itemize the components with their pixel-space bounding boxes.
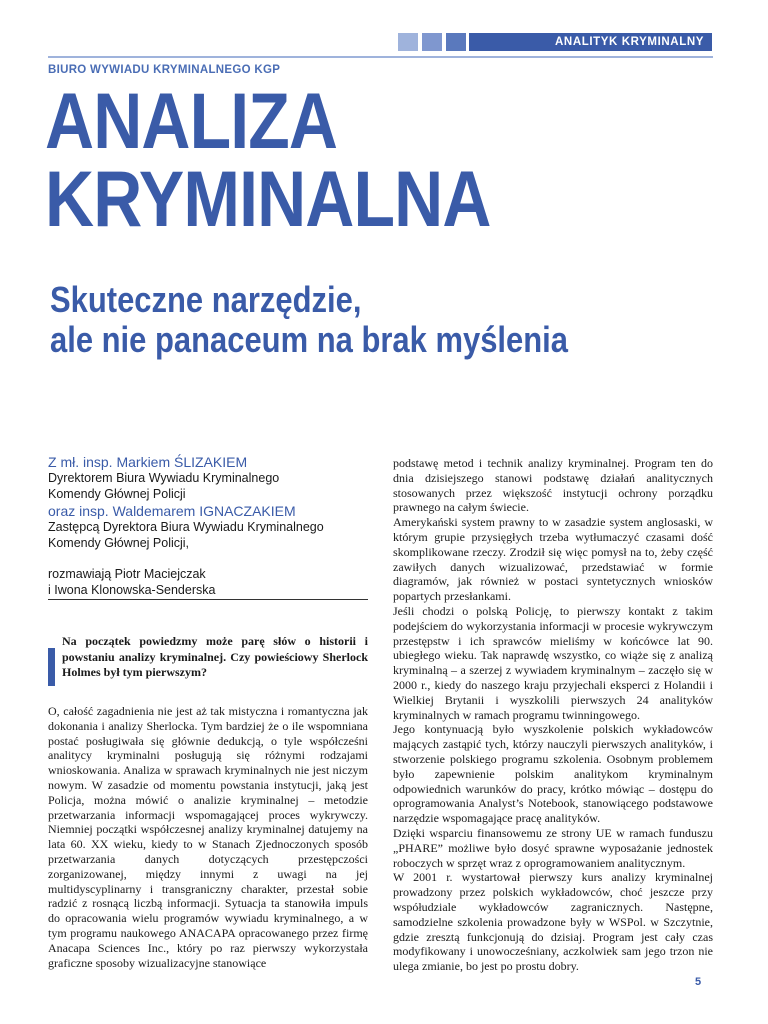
paragraph: podstawę metod i technik analizy kryminalnej. Program ten do dnia dzisiejszego stanowi podstawę działań analitycznych stosowanych przez większość instytucji ochrony porządku prawnego na całym świecie. bbox=[393, 456, 713, 515]
paragraph: W 2001 r. wystartował pierwszy kurs analizy kryminalnej prowadzony przez polskich wykładowców, choć jeszcze przy współudziale wykładowców zagranicznych. Następne, samodzielne szkolenia prowadzone były w WSPol. w Szczytnie, gdzie zresztą funkcjonują do dzisiaj. Program jest cały czas modyfikowany i unowocześniany, aczkolwiek sam jego trzon nie ulega zmianie, bo jest po prostu dobry. bbox=[393, 870, 713, 974]
article-subtitle bbox=[50, 280, 568, 360]
author-block bbox=[48, 453, 378, 598]
author-1-role-line-2: Komendy Głównej Policji bbox=[48, 486, 186, 501]
article-title bbox=[45, 76, 491, 243]
department-label: BIURO WYWIADU KRYMINALNEGO KGP bbox=[48, 64, 281, 76]
body-left-column: O, całość zagadnienia nie jest aż tak mistyczna i romantyczna jak dokonania i analizy Sherlocka. Tym bardziej że o ile wspomniana postać posługiwała się głównie dedukcją, o tyle współcześni analitycy kryminalni posługują się różnymi rodzajami wnioskowania. Analiza w sprawach kryminalnych nie jest niczym nowym. W zasadzie od momentu powstania instytucji, jaką jest Policja, można mówić o analizie kryminalnej – metodzie przetwarzania informacji wspomagającej proces wykrywczy. Niemniej początki współczesnej analizy kryminalnej datujemy na lata 60. XX wieku, kiedy to w Stanach Zjednoczonych sposób przetwarzania danych dotyczących przestępczości zorganizowanej, między innymi z uwagi na jej multidyscyplinarny i transgraniczny charakter, przestał sobie radzić z rosnącą liczbą informacji. Sytuacja ta stanowiła impuls do opracowania wielu programów wywiadu kryminalnego, a w tym programu naukowego ANACAPA opracowanego przez firmę Anacapa Sciences Inc., który po raz pierwszy wykorzystała graficzne sposoby wizualizacyjne stanowiące bbox=[48, 704, 368, 970]
top-bar bbox=[0, 33, 768, 53]
decor-square-dark bbox=[446, 33, 466, 51]
interviewers-line-2: i Iwona Klonowska-Senderska bbox=[48, 582, 216, 597]
author-2-role-line-1: Zastępcą Dyrektora Biura Wywiadu Kryminalnego bbox=[48, 520, 324, 534]
body-right-column bbox=[393, 456, 713, 974]
question-text: Na początek powiedzmy może parę słów o historii i powstaniu analizy kryminalnej. Czy powieściowy Sherlock Holmes był tym pierwszym? bbox=[62, 634, 368, 679]
decor-square-light bbox=[398, 33, 418, 51]
author-1-role-line-1: Dyrektorem Biura Wywiadu Kryminalnego bbox=[48, 471, 280, 485]
question-marker bbox=[48, 648, 55, 686]
author-2-name: oraz insp. Waldemarem IGNACZAKIEM bbox=[48, 503, 296, 519]
page-number: 5 bbox=[695, 976, 702, 988]
header-rule bbox=[48, 56, 713, 58]
subtitle-line-1: Skuteczne narzędzie, bbox=[50, 279, 362, 320]
paragraph: Amerykański system prawny to w zasadzie system anglosaski, w którym grupie przysięgłych trzeba wytłumaczyć czasami dość skomplikowane rzeczy. Zrodził się więc pomysł na to, żeby część zawiłych danych wizualizować, przedstawiać w formie diagramów, jak również w postaci syntetycznych wniosków popartych przesłankami. bbox=[393, 515, 713, 604]
paragraph: Jeśli chodzi o polską Policję, to pierwszy kontakt z takim podejściem do wykorzystania informacji w procesie wykrywczym przestępstw i ich sprawców mieliśmy w końcówce lat 90. ubiegłego wieku. Tak naprawdę wszystko, co wiąże się z analizą kryminalną – a szerzej z wywiadem kryminalnym – zaczęło się w 2000 r., kiedy do naszego kraju przyjechali eksperci z Holandii i Wielkiej Brytanii i wyszkolili pierwszych 24 analityków kryminalnych w ramach programu twinningowego. bbox=[393, 603, 713, 722]
interviewers bbox=[48, 567, 378, 598]
decor-square-mid bbox=[422, 33, 442, 51]
title-line-1: ANALIZA bbox=[45, 76, 338, 165]
author-2-role-line-2: Komendy Głównej Policji, bbox=[48, 535, 190, 550]
interviewers-line-1: rozmawiają Piotr Maciejczak bbox=[48, 567, 206, 581]
section-tag: ANALITYK KRYMINALNY bbox=[469, 33, 712, 51]
author-1-name: Z mł. insp. Markiem ŚLIZAKIEM bbox=[48, 454, 248, 470]
paragraph: Jego kontynuacją było wyszkolenie polskich wykładowców mających zastąpić tych, którzy nauczyli pierwszych analityków, i stworzenie polskiego programu szkolenia. Osobnym problemem było zapewnienie polskim analitykom kryminalnym odpowiednich warunków do pracy, krótko mówiąc – dostępu do oprogramowania Analyst’s Notebook, stanowiącego podstawowe narzędzie wspomagające pracę analityków. bbox=[393, 722, 713, 826]
title-line-2: KRYMINALNA bbox=[45, 154, 491, 243]
column-rule bbox=[48, 599, 368, 600]
interview-question bbox=[48, 634, 368, 681]
paragraph: Dzięki wsparciu finansowemu ze strony UE w ramach funduszu „PHARE” możliwe było dosyć sprawne wyposażanie jednostek roboczych w sprzęt wraz z oprogramowaniem analitycznym. bbox=[393, 825, 713, 870]
subtitle-line-2: ale nie panaceum na brak myślenia bbox=[50, 319, 568, 360]
